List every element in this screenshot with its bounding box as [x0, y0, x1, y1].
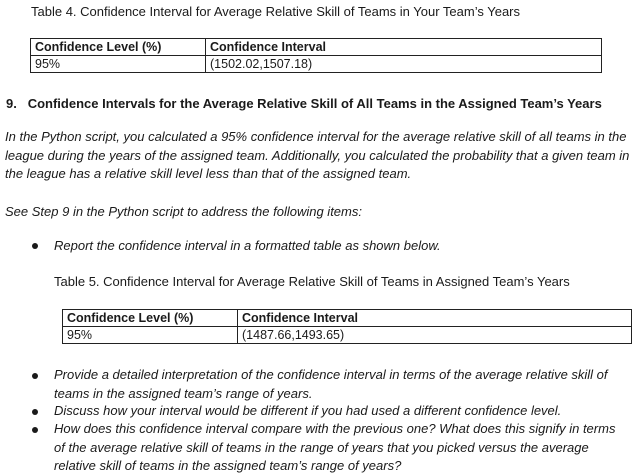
bullet-comparison: How does this confidence interval compare with the previous one? What does this signify in terms of the average relative skill of teams in the range of years that you picked versus the average relative skill of teams in the assigned team’s range of years?: [54, 421, 616, 473]
table5-caption: Table 5. Confidence Interval for Average Relative Skill of Teams in Assigned Team’s Years: [54, 274, 570, 289]
table4-caption: Table 4. Confidence Interval for Average Relative Skill of Teams in Your Team’s Years: [31, 4, 520, 19]
table5-header-row: [63, 310, 632, 327]
table4-cell-level: 95%: [31, 56, 206, 73]
table4-cell-interval: (1502.02,1507.18): [206, 56, 602, 73]
table-row: [63, 327, 632, 344]
section-title: Confidence Intervals for the Average Relative Skill of All Teams in the Assigned Team’s Years: [27, 96, 602, 111]
table-row: [31, 56, 602, 73]
bullet-interpretation: Provide a detailed interpretation of the confidence interval in terms of the average relative skill of teams in the assigned team’s range of years.: [54, 367, 608, 401]
table4-header-level: Confidence Level (%): [31, 39, 206, 56]
bullet-different-level: Discuss how your interval would be different if you had used a different confidence level.: [54, 403, 562, 418]
section-number: 9.: [6, 96, 17, 111]
bullet-marker: [32, 427, 38, 433]
table4-header-row: [31, 39, 602, 56]
bullet-marker: [32, 409, 38, 415]
bullet-marker: [32, 243, 38, 249]
bullet-marker: [32, 373, 38, 379]
table5-header-level: Confidence Level (%): [63, 310, 238, 327]
table5: [62, 309, 632, 344]
see-step-text: See Step 9 in the Python script to address the following items:: [5, 204, 362, 219]
table5-header-interval: Confidence Interval: [238, 310, 632, 327]
table5-cell-level: 95%: [63, 327, 238, 344]
section-heading: [6, 96, 602, 112]
table4-header-interval: Confidence Interval: [206, 39, 602, 56]
table5-cell-interval: (1487.66,1493.65): [238, 327, 632, 344]
intro-paragraph: In the Python script, you calculated a 95% confidence interval for the average relative skill of all teams in the league during the years of the assigned team. Additionally, you calculated the probability that a given team in the league has a relative skill level less than that of the assigned team.: [5, 129, 630, 181]
table4: [30, 38, 602, 73]
bullet-report-table: Report the confidence interval in a formatted table as shown below.: [54, 238, 441, 253]
